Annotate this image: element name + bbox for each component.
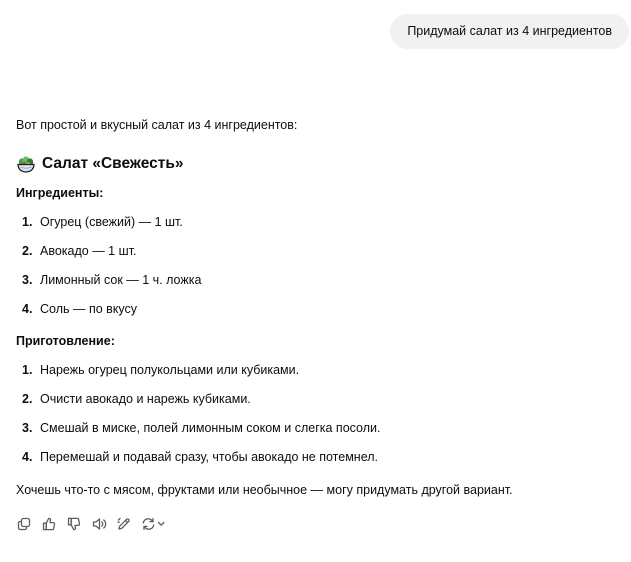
message-actions-bar (16, 515, 621, 533)
list-item (16, 419, 621, 437)
thumbs-down-icon[interactable] (66, 516, 82, 532)
list-item (16, 213, 621, 231)
list-item (16, 448, 621, 466)
list-item (16, 300, 621, 318)
list-item-text: Лимонный сок — 1 ч. ложка (40, 273, 202, 287)
list-number: 2. (22, 392, 33, 406)
list-number: 4. (22, 450, 33, 464)
list-number: 4. (22, 302, 33, 316)
copy-icon[interactable] (16, 516, 32, 532)
preparation-heading: Приготовление: (16, 334, 115, 348)
salad-bowl-icon (16, 154, 36, 174)
regenerate-icon[interactable] (141, 516, 167, 532)
list-item-text: Огурец (свежий) — 1 шт. (40, 215, 183, 229)
list-item-text: Смешай в миске, полей лимонным соком и слегка посоли. (40, 421, 381, 435)
recipe-title-text: Салат «Свежесть» (42, 155, 184, 172)
list-item-text: Нарежь огурец полукольцами или кубиками. (40, 363, 300, 377)
assistant-message (16, 116, 621, 533)
list-item (16, 271, 621, 289)
assistant-outro: Хочешь что-то с мясом, фруктами или необычное — могу придумать другой вариант. (16, 483, 513, 497)
list-item (16, 390, 621, 408)
list-item (16, 242, 621, 260)
read-aloud-icon[interactable] (91, 516, 107, 532)
user-message-bubble: Придумай салат из 4 ингредиентов (390, 14, 629, 49)
thumbs-up-icon[interactable] (41, 516, 57, 532)
preparation-steps-list (16, 361, 621, 466)
list-item-text: Авокадо — 1 шт. (40, 244, 137, 258)
assistant-intro: Вот простой и вкусный салат из 4 ингредиентов: (16, 118, 298, 132)
list-item-text: Очисти авокадо и нарежь кубиками. (40, 392, 251, 406)
recipe-title (16, 153, 621, 175)
list-number: 2. (22, 244, 33, 258)
list-item (16, 361, 621, 379)
list-number: 1. (22, 363, 33, 377)
list-item-text: Перемешай и подавай сразу, чтобы авокадо не потемнел. (40, 450, 379, 464)
list-number: 1. (22, 215, 33, 229)
ingredients-heading: Ингредиенты: (16, 186, 104, 200)
list-number: 3. (22, 273, 33, 287)
list-item-text: Соль — по вкусу (40, 302, 138, 316)
edit-icon[interactable] (116, 516, 132, 532)
ingredients-list (16, 213, 621, 318)
list-number: 3. (22, 421, 33, 435)
